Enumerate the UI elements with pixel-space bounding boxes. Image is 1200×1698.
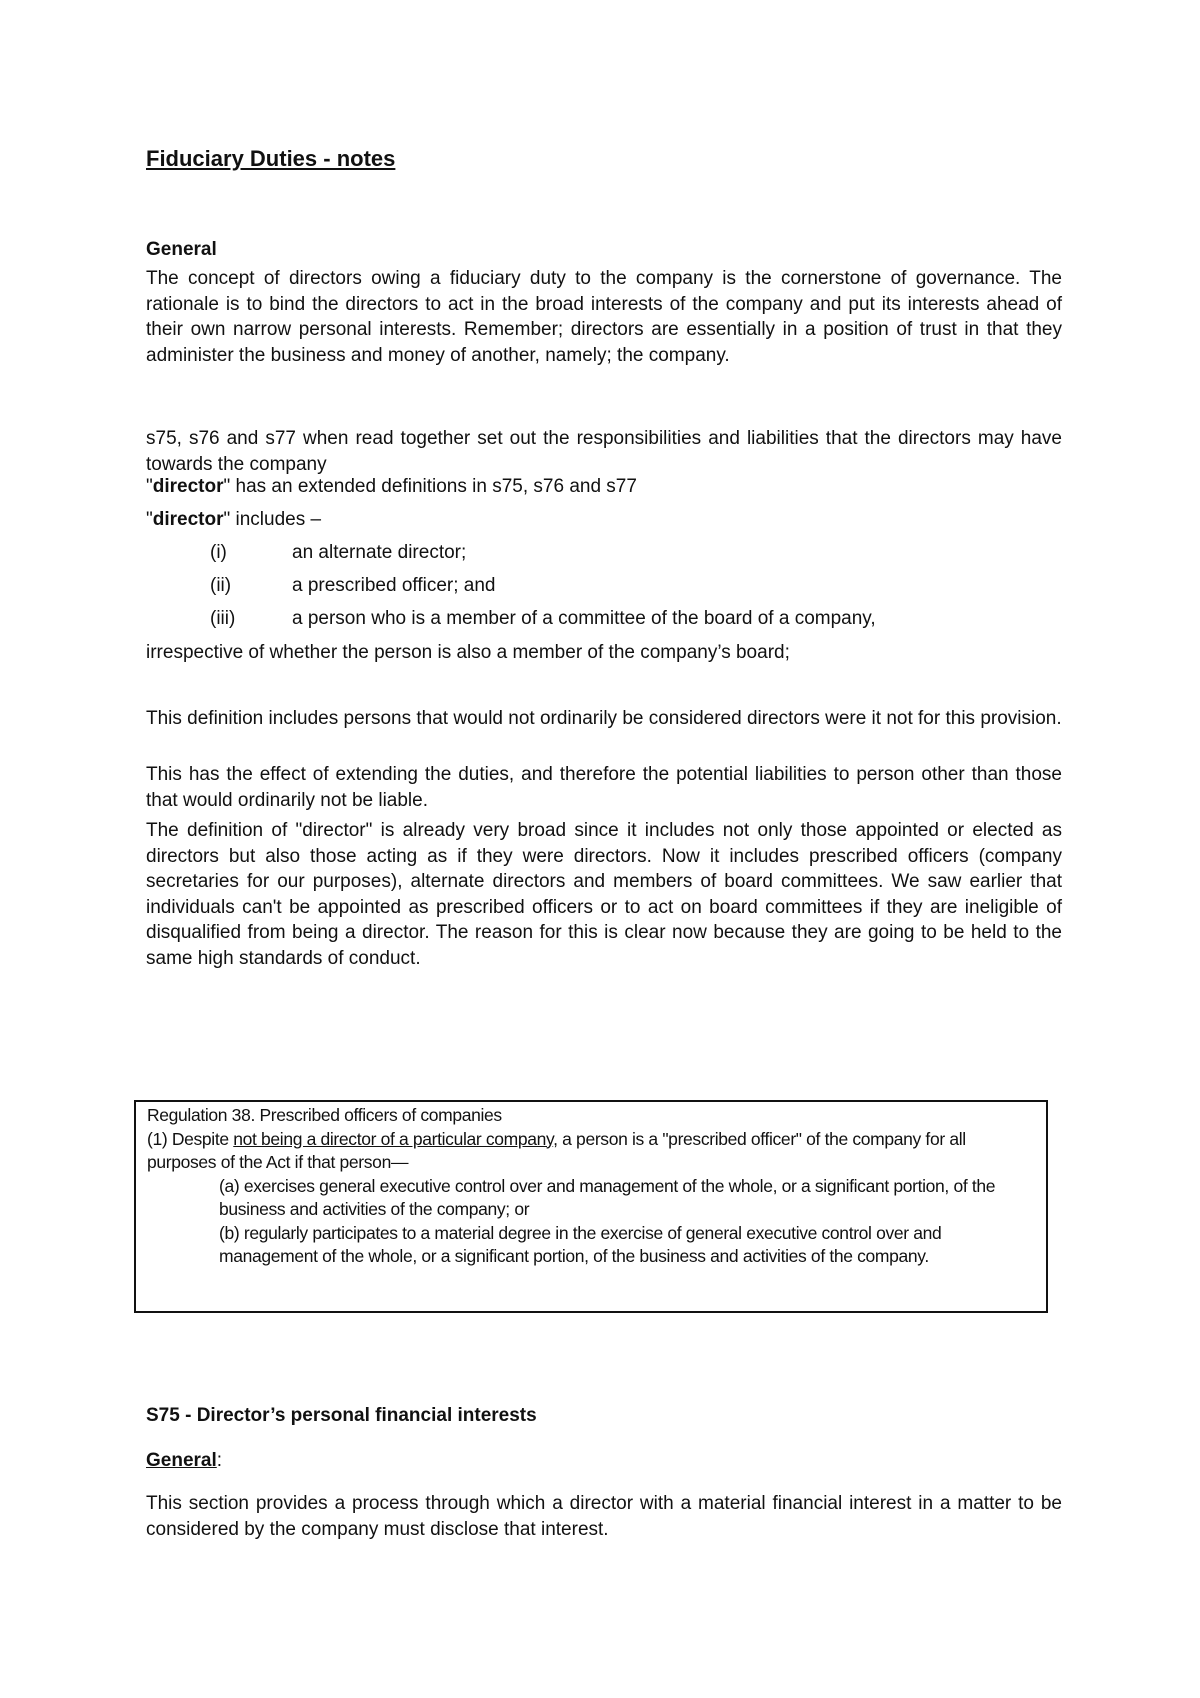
definition-rest: " has an extended definitions in s75, s76 and s77 <box>223 476 637 497</box>
list-number: (ii) <box>210 575 232 596</box>
director-term: director <box>152 509 224 530</box>
definition-paragraph: This definition includes persons that would not ordinarily be considered directors were it not for this provision. <box>146 708 1062 729</box>
s75-general-heading <box>146 1448 222 1474</box>
page-title: Fiduciary Duties - notes <box>146 146 396 171</box>
list-number: (iii) <box>210 608 236 629</box>
intro-paragraph: The concept of directors owing a fiduciary duty to the company is the cornerstone of governance. The rationale is to bind the directors to act in the broad interests of the company and put its interests ahead of their own narrow personal interests. Remember; directors are essentially in a position of trust in that they administer the business and money of another, namely; the company. <box>146 268 1062 366</box>
list-item <box>210 606 876 631</box>
s75-general-label: General <box>146 1450 217 1471</box>
regulation-box <box>134 1100 1048 1313</box>
regulation-underlined-text: not being a director of a particular company <box>233 1128 554 1149</box>
regulation-prefix: (1) Despite <box>147 1128 234 1149</box>
regulation-suffix: , a person is a "prescribed officer" of the company for all purposes of the Act if that person— <box>147 1128 966 1172</box>
regulation-clause-a: (a) exercises general executive control over and management of the whole, or a significant portion, of the business and activities of the company; or <box>219 1175 996 1219</box>
regulation-title: Regulation 38. Prescribed officers of companies <box>147 1105 502 1125</box>
broad-definition-paragraph: The definition of "director" is already very broad since it includes not only those appointed or elected as directors but also those acting as if they were directors. Now it includes prescribed officers (company secretaries for our purposes), alternate directors and members of board committees. We saw earlier that individuals can't be appointed as prescribed officers or to act on board committees if they are ineligible of disqualified from being a director. The reason for this is clear now because they are going to be held to the same high standards of conduct. <box>146 820 1062 969</box>
effect-paragraph: This has the effect of extending the duties, and therefore the potential liabilities to person other than those that would ordinarily not be liable. <box>146 764 1062 811</box>
s75-general-colon: : <box>216 1450 223 1471</box>
list-text: a person who is a member of a committee of the board of a company, <box>292 608 876 629</box>
list-text: an alternate director; <box>292 542 467 563</box>
general-heading: General <box>146 239 217 260</box>
regulation-subsection-1 <box>147 1128 1036 1175</box>
definition-rest: " includes – <box>223 509 322 530</box>
director-definition-extended <box>146 474 1062 500</box>
open-quote: " <box>146 476 153 497</box>
open-quote: " <box>146 509 153 530</box>
regulation-clause-b: (b) regularly participates to a material degree in the exercise of general executive control over and management of the whole, or a significant portion, of the business and activities of the company. <box>219 1222 942 1266</box>
list-item <box>210 540 466 565</box>
director-definition-includes <box>146 507 1062 533</box>
list-item <box>210 573 496 598</box>
list-number: (i) <box>210 542 227 563</box>
list-text: a prescribed officer; and <box>292 575 496 596</box>
irrespective-line: irrespective of whether the person is also a member of the company’s board; <box>146 642 790 663</box>
sections-paragraph: s75, s76 and s77 when read together set out the responsibilities and liabilities that the directors may have towards the company <box>146 428 1062 475</box>
director-term: director <box>152 476 224 497</box>
s75-heading: S75 - Director’s personal financial interests <box>146 1405 537 1426</box>
s75-paragraph: This section provides a process through which a director with a material financial interest in a matter to be considered by the company must disclose that interest. <box>146 1493 1062 1540</box>
